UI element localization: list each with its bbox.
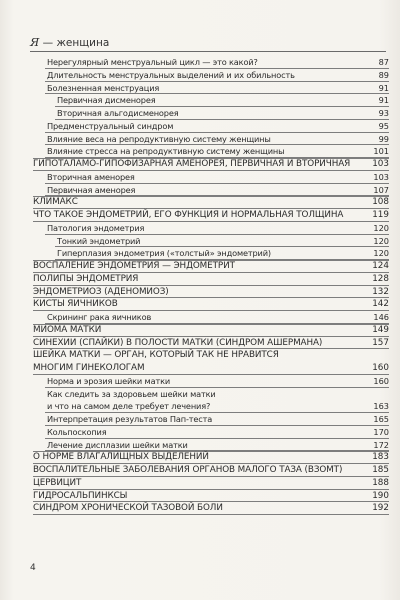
toc-entry (33, 196, 389, 209)
toc-entry-title: Норма и эрозия шейки матки (47, 375, 171, 386)
toc-entry-title: О НОРМЕ ВЛАГАЛИЩНЫХ ВЫДЕЛЕНИЙ (33, 452, 209, 463)
toc-entry-page: 163 (373, 401, 389, 412)
toc-entry-title: МНОГИМ ГИНЕКОЛОГАМ (33, 363, 145, 373)
toc-entry-title: Патология эндометрия (47, 222, 145, 233)
toc-entry (33, 247, 389, 260)
toc-entry (33, 311, 389, 324)
toc-entry-title: Гиперплазия эндометрия («толстый» эндометрий) (57, 248, 271, 259)
toc-entry-page: 183 (372, 452, 389, 463)
running-header (30, 35, 109, 49)
toc-entry-page: 160 (373, 375, 389, 386)
toc-entry-title: ШЕЙКА МАТКИ — ОРГАН, КОТОРЫЙ ТАК НЕ НРАВИТСЯ (33, 350, 279, 361)
toc-entry-page: 93 (378, 108, 389, 118)
toc-entry-title: Вторичная альгодисменорея (57, 108, 179, 118)
toc-entry-page: 119 (372, 210, 389, 220)
toc-entry-page: 165 (373, 414, 389, 424)
toc-entry-page: 192 (372, 503, 389, 514)
toc-entry-title: Нерегулярный менструальный цикл — это какой? (47, 57, 258, 67)
toc-entry-page: 149 (372, 324, 389, 335)
toc-entry (33, 120, 389, 133)
toc-entry-page: 91 (378, 95, 389, 106)
header-text: — женщина (39, 37, 110, 49)
toc-entry-page: 188 (372, 477, 389, 488)
toc-entry-page: 160 (372, 363, 389, 373)
toc-entry (33, 337, 389, 350)
toc-entry (33, 502, 389, 515)
toc-entry-title: Первичная дисменорея (57, 95, 156, 106)
toc-entry-page: 170 (373, 426, 389, 437)
toc-entry-title: Лечение дисплазии шейки матки (47, 439, 188, 450)
toc-entry-title: ВОСПАЛИТЕЛЬНЫЕ ЗАБОЛЕВАНИЯ ОРГАНОВ МАЛОГО ТАЗА (ВЗОМТ) (33, 465, 343, 475)
toc-entry-page: 89 (378, 69, 389, 80)
toc-entry-page: 128 (372, 273, 389, 284)
toc-entry (33, 286, 389, 299)
toc-entry-title: и что на самом деле требует лечения? (47, 401, 211, 412)
toc-entry-page: 120 (373, 222, 389, 233)
toc-entry-page: 107 (373, 184, 389, 195)
toc-entry (33, 464, 389, 477)
toc-entry-title: ЧТО ТАКОЕ ЭНДОМЕТРИЙ, ЕГО ФУНКЦИЯ И НОРМАЛЬНАЯ ТОЛЩИНА (33, 210, 344, 220)
toc-entry-title: МИОМА МАТКИ (33, 324, 102, 335)
toc-entry-title: Интерпретация результатов Пап-теста (47, 414, 213, 424)
toc-entry (33, 324, 389, 337)
toc-entry-page: 146 (373, 312, 389, 322)
toc-entry-title: СИНДРОМ ХРОНИЧЕСКОЙ ТАЗОВОЙ БОЛИ (33, 503, 223, 514)
toc-entry (33, 260, 389, 273)
toc-entry-title: ГИДРОСАЛЬПИНКСЫ (33, 490, 128, 501)
toc-entry (33, 388, 389, 401)
toc-entry (33, 298, 389, 311)
toc-entry (33, 477, 389, 490)
header-letter: Я (30, 35, 40, 49)
toc-entry (33, 400, 389, 413)
toc-entry-page: 91 (378, 82, 389, 93)
toc-entry (33, 451, 389, 464)
header-rule (30, 51, 386, 52)
toc-entry (33, 439, 389, 452)
toc-entry (33, 94, 389, 107)
toc-entry (33, 349, 389, 362)
toc-entry (33, 145, 389, 158)
toc-entry-page: 185 (372, 465, 389, 475)
toc-entry-page: 124 (372, 261, 389, 271)
toc-entry (33, 107, 389, 120)
toc-entry (33, 375, 389, 388)
toc-entry (33, 222, 389, 235)
toc-entry (33, 184, 389, 197)
toc-entry (33, 171, 389, 184)
toc-entry-title: Тонкий эндометрий (57, 235, 141, 246)
toc-entry-page: 95 (378, 120, 389, 131)
toc-entry-page: 99 (378, 133, 389, 144)
toc-entry-page: 172 (373, 439, 389, 450)
toc-entry-page: 103 (372, 159, 389, 169)
toc-entry-title: ЭНДОМЕТРИОЗ (АДЕНОМИОЗ) (33, 286, 169, 297)
toc-entry-title: Кольпоскопия (47, 426, 107, 437)
toc-entry (33, 273, 389, 286)
toc-entry (33, 56, 389, 69)
toc-entry-title: КЛИМАКС (33, 197, 78, 208)
toc-entry-page: 157 (372, 337, 389, 348)
toc-entry (33, 158, 389, 171)
toc-entry-page: 108 (372, 197, 389, 208)
toc-entry (33, 490, 389, 503)
toc-entry-page: 142 (372, 299, 389, 310)
toc-entry (33, 235, 389, 248)
toc-entry (33, 133, 389, 146)
toc-entry-page: 120 (373, 235, 389, 246)
toc-entry-title: Как следить за здоровьем шейки матки (47, 388, 216, 399)
toc-entry-title: ПОЛИПЫ ЭНДОМЕТРИЯ (33, 273, 139, 284)
toc-entry-page: 101 (373, 146, 389, 157)
toc-entry-title: КИСТЫ ЯИЧНИКОВ (33, 299, 118, 310)
toc-entry-title: Влияние стресса на репродуктивную систему женщины (47, 146, 285, 157)
toc-entry-title: ВОСПАЛЕНИЕ ЭНДОМЕТРИЯ — ЭНДОМЕТРИТ (33, 261, 235, 271)
toc-entry-title: Вторичная аменорея (47, 171, 135, 182)
toc-entry (33, 362, 389, 375)
toc-entry (33, 69, 389, 82)
toc-entry-page: 87 (378, 57, 389, 67)
page-number: 4 (30, 563, 36, 573)
toc-entry (33, 209, 389, 222)
toc-entry-title: ЦЕРВИЦИТ (33, 477, 82, 488)
toc-entry-title: Болезненная менструация (47, 82, 160, 93)
toc-entry-title: СИНЕХИИ (СПАЙКИ) В ПОЛОСТИ МАТКИ (СИНДРОМ АШЕРМАНА) (33, 337, 323, 348)
toc-entry-page: 132 (372, 286, 389, 297)
toc-entry (33, 426, 389, 439)
toc-entry-title: Первичная аменорея (47, 184, 136, 195)
toc-entry-title: ГИПОТАЛАМО-ГИПОФИЗАРНАЯ АМЕНОРЕЯ, ПЕРВИЧНАЯ И ВТОРИЧНАЯ (33, 159, 351, 169)
toc-entry-title: Предменструальный синдром (47, 120, 174, 131)
toc-entry-page: 120 (373, 248, 389, 259)
toc-entry-title: Длительность менструальных выделений и их обильность (47, 69, 295, 80)
toc-entry-page: 190 (372, 490, 389, 501)
toc-entry (33, 82, 389, 95)
table-of-contents (33, 56, 389, 515)
toc-entry (33, 413, 389, 426)
toc-entry-page: 103 (373, 171, 389, 182)
toc-entry-title: Скрининг рака яичников (47, 312, 152, 322)
toc-entry-title: Влияние веса на репродуктивную систему женщины (47, 133, 271, 144)
